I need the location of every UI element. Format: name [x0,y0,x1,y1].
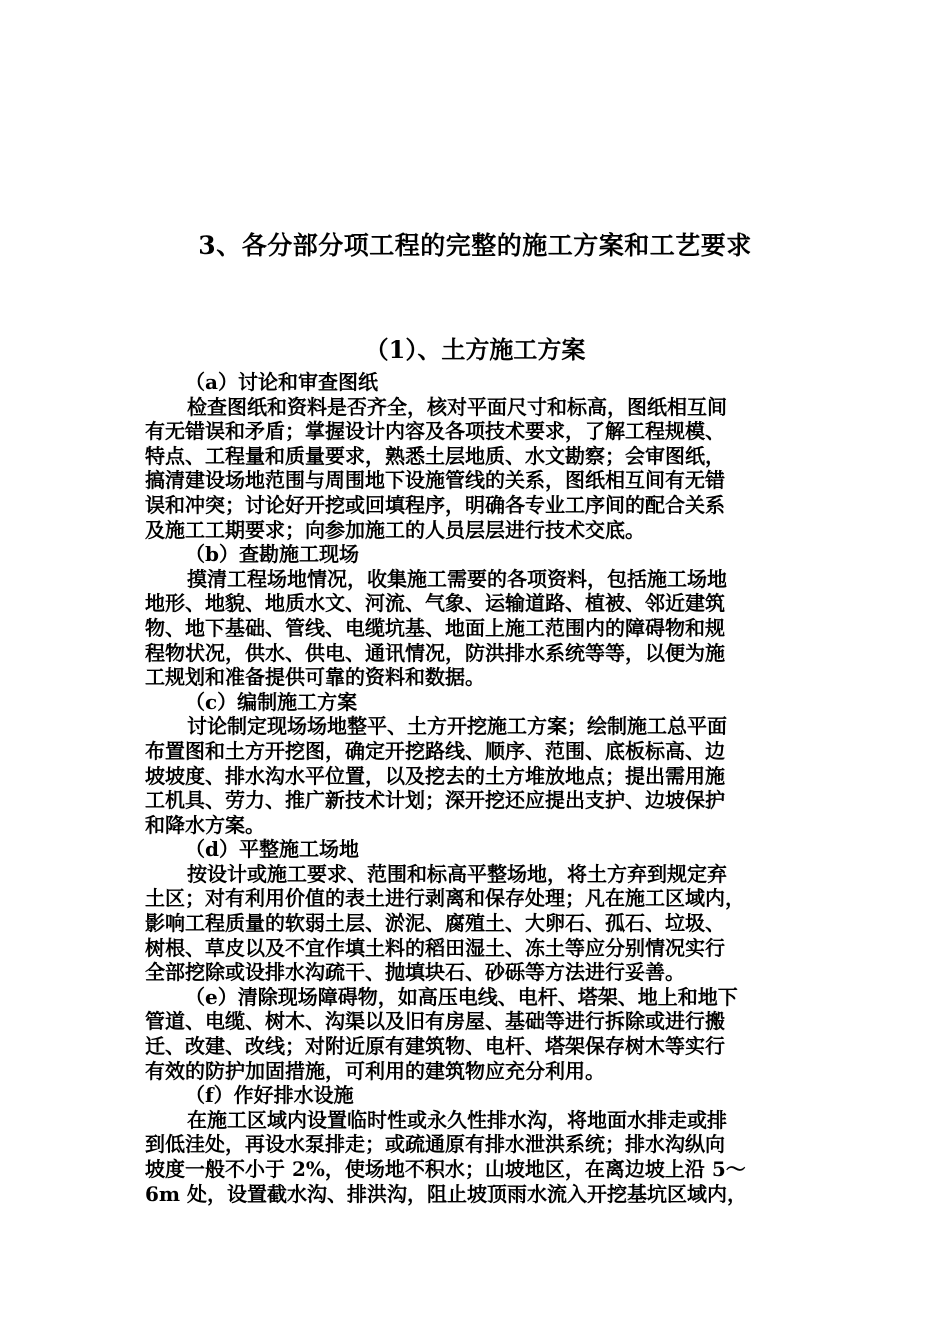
paragraph-line: 坡坡度、排水沟水平位置，以及挖去的土方堆放地点；提出需用施 [145,763,725,788]
paragraph-line: 树根、草皮以及不宜作填土料的稻田湿土、冻土等应分别情况实行 [145,935,725,960]
paragraph-line: 摸清工程场地情况，收集施工需要的各项资料，包括施工场地 [187,566,727,591]
paragraph-line: 有无错误和矛盾；掌握设计内容及各项技术要求，了解工程规模、 [145,419,725,444]
paragraph-line: 在施工区域内设置临时性或永久性排水沟，将地面水排走或排 [187,1107,727,1132]
subsection-heading: （e）清除现场障碍物，如高压电线、电杆、塔架、地上和地下 [185,984,738,1009]
paragraph-line: 迁、改建、改线；对附近原有建筑物、电杆、塔架保存树木等实行 [145,1034,725,1059]
paragraph-line: 程物状况，供水、供电、通讯情况，防洪排水系统等等，以便为施 [145,640,725,665]
subsection-heading: （a）讨论和审查图纸 [185,370,378,394]
subsection-heading: （f）作好排水设施 [185,1083,354,1108]
subsection-heading: （c）编制施工方案 [185,689,358,714]
paragraph-line: 和降水方案。 [145,812,265,837]
paragraph-line: 6m 处，设置截水沟、排洪沟，阻止坡顶雨水流入开挖基坑区域内， [145,1181,748,1206]
paragraph-line: 检查图纸和资料是否齐全，核对平面尺寸和标高，图纸相互间 [187,394,727,419]
section-heading: （1）、土方施工方案 [364,335,586,364]
paragraph-line: 及施工工期要求；向参加施工的人员层层进行技术交底。 [145,517,645,542]
paragraph-line: 地形、地貌、地质水文、河流、气象、运输道路、植被、邻近建筑 [145,591,725,616]
paragraph-line: 布置图和土方开挖图，确定开挖路线、顺序、范围、底板标高、边 [145,738,725,763]
document-title: 3、各分部分项工程的完整的施工方案和工艺要求 [198,231,752,260]
subsection-heading: （d）平整施工场地 [185,837,359,862]
body-text [145,370,835,1206]
paragraph-line: 有效的防护加固措施，可利用的建筑物应充分利用。 [145,1058,605,1083]
paragraph-line: 讨论制定现场场地整平、土方开挖施工方案；绘制施工总平面 [187,714,727,739]
paragraph-line: 土区；对有利用价值的表土进行剥离和保存处理；凡在施工区域内， [145,886,745,911]
paragraph-line: 全部挖除或设排水沟疏干、抛填块石、砂砾等方法进行妥善。 [145,960,685,985]
paragraph-line: 搞清建设场地范围与周围地下设施管线的关系，图纸相互间有无错 [145,468,725,493]
paragraph-line: 工机具、劳力、推广新技术计划；深开挖还应提出支护、边坡保护 [145,788,725,813]
paragraph-line: 到低洼处，再设水泵排走；或疏通原有排水泄洪系统；排水沟纵向 [145,1132,725,1157]
paragraph-line: 特点、工程量和质量要求，熟悉土层地质、水文勘察；会审图纸， [145,443,725,468]
paragraph-line: 按设计或施工要求、范围和标高平整场地，将土方弃到规定弃 [187,861,727,886]
paragraph-line: 工规划和准备提供可靠的资料和数据。 [145,665,485,690]
paragraph-line: 影响工程质量的软弱土层、淤泥、腐殖土、大卵石、孤石、垃圾、 [145,911,725,936]
paragraph-line: 物、地下基础、管线、电缆坑基、地面上施工范围内的障碍物和规 [145,615,725,640]
paragraph-line: 管道、电缆、树木、沟渠以及旧有房屋、基础等进行拆除或进行搬 [145,1009,725,1034]
paragraph-line: 误和冲突；讨论好开挖或回填程序，明确各专业工序间的配合关系 [145,492,725,517]
paragraph-line: 坡度一般不小于 2%，使场地不积水；山坡地区，在离边坡上沿 5～ [145,1157,746,1181]
subsection-heading: （b）查勘施工现场 [185,542,359,567]
